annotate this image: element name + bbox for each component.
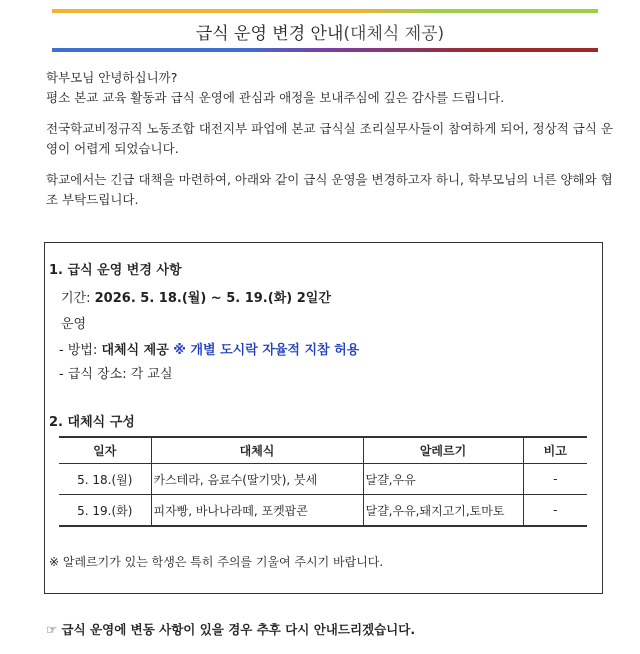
strike-paragraph: 전국학교비정규직 노동조합 대전지부 파업에 본교 급식실 조리실무사들이 참여하게 되어, 정상적 급식 운영이 어렵게 되었습니다. (46, 121, 613, 156)
allergy-cell: 달걀,우유,돼지고기,토마토 (363, 495, 523, 527)
menu-cell: 피자빵, 바나나라떼, 포켓팝콘 (151, 495, 363, 527)
ops-line: 운영 (61, 317, 87, 332)
menu-table (59, 436, 587, 527)
section2-heading: 2. 대체식 구성 (49, 415, 135, 430)
allergy-note: ※ 알레르기가 있는 학생은 특히 주의를 기울여 주시기 바랍니다. (49, 555, 384, 569)
thanks-paragraph: 평소 본교 교육 활동과 급식 운영에 관심과 애정을 보내주심에 깊은 감사를 드립니다. (46, 90, 505, 105)
footer-notice: ☞ 급식 운영에 변동 사항이 있을 경우 추후 다시 안내드리겠습니다. (46, 622, 416, 637)
column-header: 비고 (523, 437, 587, 464)
method-line (59, 339, 359, 358)
date-cell: 5. 19.(화) (59, 495, 151, 527)
table-row (59, 464, 587, 495)
date-cell: 5. 18.(월) (59, 464, 151, 495)
table-header-row (59, 437, 587, 464)
request-paragraph: 학교에서는 긴급 대책을 마련하여, 아래와 같이 급식 운영을 변경하고자 하니, 학부모님의 너른 양해와 협조 부탁드립니다. (46, 172, 613, 207)
table-row (59, 495, 587, 527)
bottom-color-bar (52, 48, 598, 52)
greeting: 학부모님 안녕하십니까? (46, 70, 178, 85)
page-title-sub: (대체식 제공) (343, 24, 445, 44)
column-header: 일자 (59, 437, 151, 464)
top-color-bar (52, 9, 598, 13)
section1-heading: 1. 급식 운영 변경 사항 (49, 263, 182, 278)
method-label: - 방법: (59, 343, 102, 358)
page-title-main: 급식 운영 변경 안내 (195, 24, 344, 44)
notice-box (44, 242, 603, 594)
page-title (0, 19, 640, 44)
period-value: 2026. 5. 18.(월) ~ 5. 19.(화) 2일간 (94, 291, 331, 306)
period-line (61, 287, 331, 306)
intro-text (46, 68, 616, 221)
remark-cell: - (523, 464, 587, 495)
column-header: 대체식 (151, 437, 363, 464)
allergy-cell: 달걀,우유 (363, 464, 523, 495)
period-label: 기간: (61, 291, 95, 306)
place-line: - 급식 장소: 각 교실 (59, 367, 173, 382)
remark-cell: - (523, 495, 587, 527)
menu-cell: 카스테라, 음료수(딸기맛), 붓세 (151, 464, 363, 495)
method-value: 대체식 제공 (101, 343, 169, 358)
method-note: ※ 개별 도시락 자율적 지참 허용 (168, 343, 360, 358)
column-header: 알레르기 (363, 437, 523, 464)
